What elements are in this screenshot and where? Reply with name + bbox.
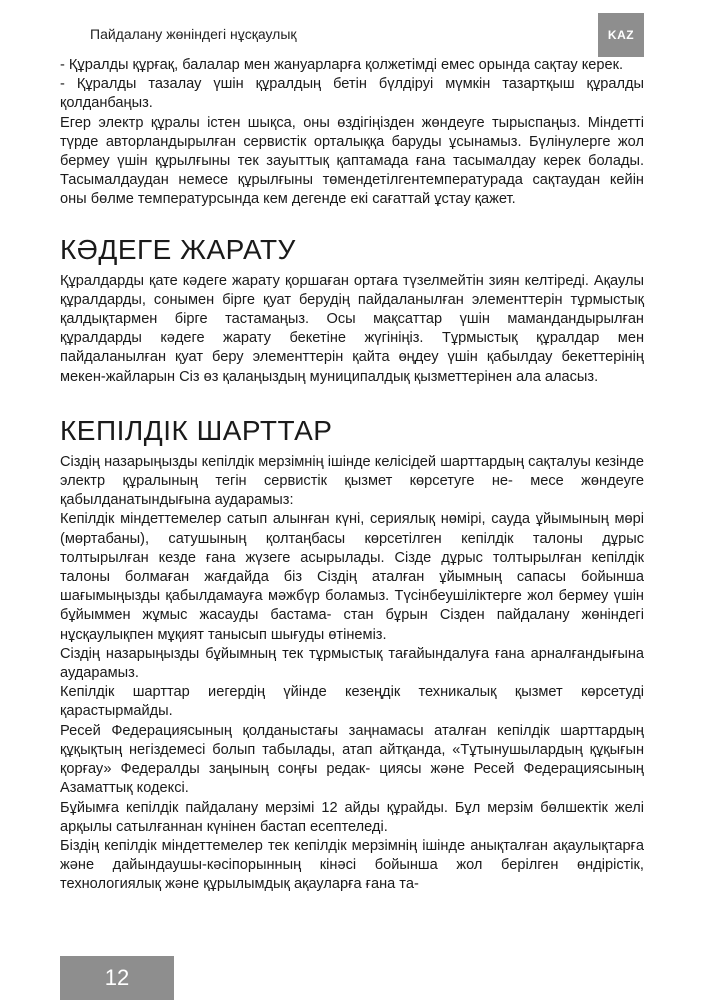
page-number: 12: [60, 956, 174, 1000]
warranty-paragraph-2: Кепілдік міндеттемелер сатып алынған күні, сериялық нөмірі, сауда ұйымының мөрі (мөртабаны), сатушының қолтаңбасы көрсетілген кепілдік талоны дұрыс толтырылған кезде ғана жүзеге асырылады. Сізде дұрыс толтырылған кепілдік талоны болмаған жағдайда біз Сіздің аталған ұйымның сапасы бойынша шағымыңызды қабылдамауға мәжбүр боламыз. Түсінбеушіліктерге жол бермеу үшін бұйыммен жұмыс жасауды бастама- стан бұрын Сізден пайдалану жөніндегі нұсқаулықпен мұқият танысып шығуды өтінеміз.: [60, 511, 644, 643]
page-header-title: Пайдалану жөніндегі нұсқаулық: [90, 26, 297, 42]
intro-paragraph: Егер электр құралы істен шықса, оны өздігіңізден жөндеуге тырыспаңыз. Міндетті түрде авторландырылған сервистік орталыққа баруды ұсынамыз. Бүлінулерге жол бермеу үшін құрылғыны тек зауыттық қаптамада ғана тасымалдау керек болады. Тасымалдаудан немесе құрылғыны төмендетілгентемпературада сақтаудан кейін оны бөлме температурсында кем дегенде екі сағаттай ұстау қажет.: [60, 114, 644, 208]
section-title-warranty: КЕПІЛДІК ШАРТТАР: [60, 414, 333, 446]
page-content: [60, 56, 644, 895]
disposal-paragraph: Құралдарды қате кәдеге жарату қоршаған ортаға түзелмейтін зиян келтіреді. Ақаулы құралдарды, сонымен бірге қуат берудің пайдаланылған элементтерін тұрмыстық қалдықтармен бірге тастамаңыз. Осы мақсаттар үшін мамандандырылған құралдарды кәдеге жарату бекетіне жүгініңіз. Тұрмыстық құралдар мен пайдаланылған қуат беру элементтерін қайта өңдеу үшін қабылдау бекеттерінің мекен-жайларын Сіз өз қалаңыздың муниципалдық қызметтерінен ала аласыз.: [60, 272, 644, 385]
warranty-paragraph-5: Ресей Федерациясының қолданыстағы заңнамасы аталған кепілдік шарттардың құқықтың негіздемесі болып табылады, атап айтқанда, «Тұтынушылардың құқығын қорғау» Федералды заңының соңғы редак- циясы және Ресей Федерациясының Азаматтық кодексі.: [60, 722, 644, 797]
warranty-paragraph-4: Кепілдік шарттар иегердің үйінде кезеңдік техникалық қызмет көрсетуді қарастырмайды.: [60, 684, 644, 720]
warranty-paragraph-1: Сіздің назарыңызды кепілдік мерзімнің ішінде келісідей шарттардың сақталуы кезінде электр құралының тегін сервистік қызмет көрсетуге не- месе жөндеуге қабылданатындығына аударамыз:: [60, 453, 644, 509]
language-tab: KAZ: [598, 13, 644, 57]
intro-line-1: - Құралды құрғақ, балалар мен жануарларға қолжетімді емес орында сақтау керек.: [60, 57, 624, 73]
section-title-disposal: КӘДЕГЕ ЖАРАТУ: [60, 233, 296, 265]
warranty-paragraph-6: Бұйымға кепілдік пайдалану мерзімі 12 айды құрайды. Бұл мерзім бөлшектік желі арқылы сатылғаннан күнінен бастап есептеледі.: [60, 799, 644, 835]
warranty-paragraph-3: Сіздің назарыңызды бұйымның тек тұрмыстық тағайындалуға ғана арналғандығына аударамыз.: [60, 645, 644, 682]
warranty-paragraph-7: Біздің кепілдік міндеттемелер тек кепілдік мерзімнің ішінде анықталған ақаулықтарға және дайындаушы-кәсіпорынның кінәсі бойынша жол берілген өндірістік, технологиялық және құрылымдық ақауларға ғана та-: [60, 837, 644, 893]
intro-line-2: - Құралды тазалау үшін құралдың бетін бүлдіруі мүмкін тазартқыш құралды қолданбаңыз.: [60, 76, 644, 112]
